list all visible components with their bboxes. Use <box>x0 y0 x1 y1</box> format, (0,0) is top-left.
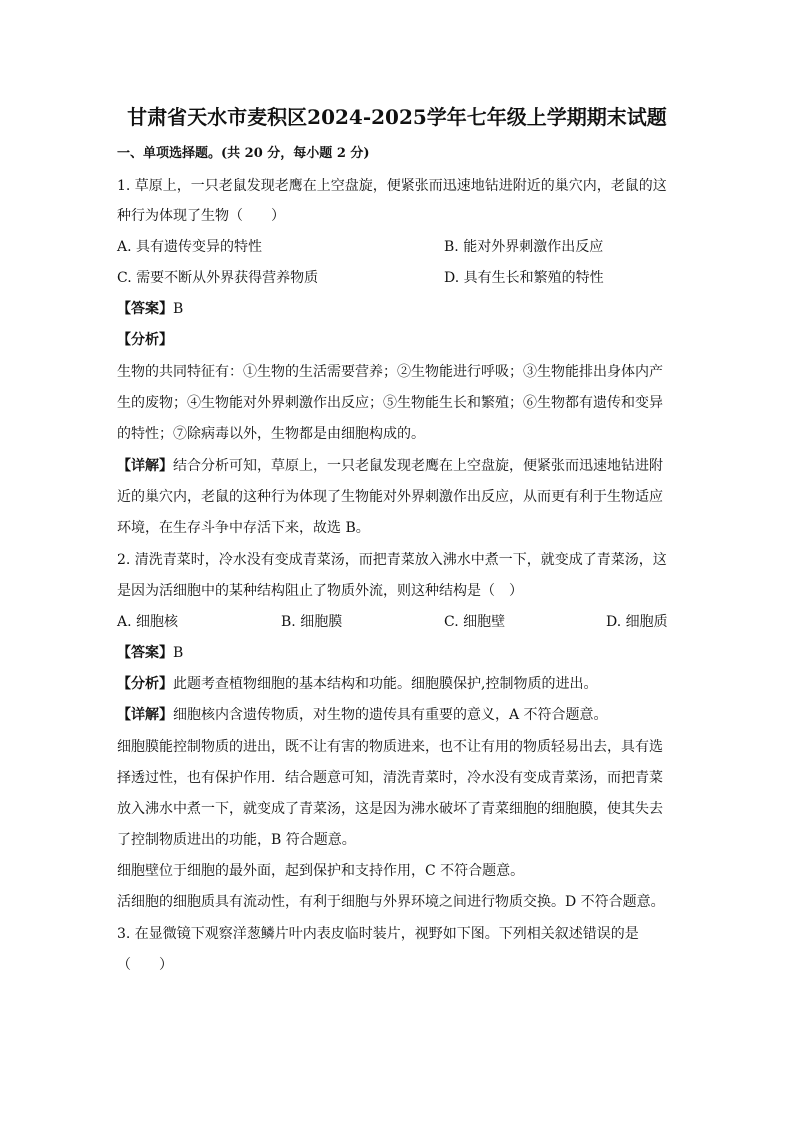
q1-analysis-tag: 【分析】 <box>117 332 173 348</box>
q1-detail-line-3: 环境，在生存斗争中存活下来，故选 B。 <box>117 520 370 536</box>
q2-analysis <box>117 674 677 694</box>
q2-stem-line-2: 是因为活细胞中的某种结构阻止了物质外流，则这种结构是（ ） <box>117 583 523 599</box>
q1-option-d: D. 具有生长和繁殖的特性 <box>444 270 604 286</box>
q1-option-a: A. 具有遗传变异的特性 <box>117 239 263 255</box>
q2-detail-line-2: 细胞膜能控制物质的进出，既不让有害的物质进来，也不让有用的物质轻易出去，具有选 <box>117 739 663 755</box>
q2-detail-line-5: 了控制物质进出的功能，B 符合题意。 <box>117 832 356 848</box>
q3-stem-line-1: 3. 在显微镜下观察洋葱鳞片叶内表皮临时装片，视野如下图。下列相关叙述错误的是 <box>117 926 639 942</box>
q1-stem-line-2: 种行为体现了生物（ ） <box>117 208 285 224</box>
q2-option-b: B. 细胞膜 <box>281 614 343 630</box>
q2-detail-line-7: 活细胞的细胞质具有流动性，有利于细胞与外界环境之间进行物质交换。D 不符合题意。 <box>117 894 665 910</box>
q2-answer-tag: 【答案】 <box>117 645 173 661</box>
q1-analysis-line-3: 的特性；⑦除病毒以外，生物都是由细胞构成的。 <box>117 426 425 442</box>
q2-option-d: D. 细胞质 <box>606 614 668 630</box>
q1-answer <box>117 299 677 319</box>
section-heading: 一、单项选择题。(共 20 分，每小题 2 分) <box>117 146 370 161</box>
q1-stem-line-1: 1. 草原上，一只老鼠发现老鹰在上空盘旋，便紧张而迅速地钻进附近的巢穴内，老鼠的这 <box>117 178 667 194</box>
q2-detail-text: 细胞核内含遗传物质，对生物的遗传具有重要的意义，A 不符合题意。 <box>173 707 608 723</box>
q3-stem-line-2: （ ） <box>117 957 173 973</box>
q1-analysis-line-1: 生物的共同特征有：①生物的生活需要营养；②生物能进行呼吸；③生物能排出身体内产 <box>117 364 663 380</box>
q1-detail-tag: 【详解】 <box>117 458 173 474</box>
q1-answer-tag: 【答案】 <box>117 301 173 317</box>
q2-option-a: A. 细胞核 <box>117 614 179 630</box>
q1-detail-text: 结合分析可知，草原上，一只老鼠发现老鹰在上空盘旋，便紧张而迅速地钻进附 <box>173 458 663 474</box>
q1-analysis-line-2: 生的废物；④生物能对外界刺激作出反应；⑤生物能生长和繁殖；⑥生物都有遗传和变异 <box>117 395 663 411</box>
q1-option-b: B. 能对外界刺激作出反应 <box>444 239 604 255</box>
q2-detail-tag: 【详解】 <box>117 707 173 723</box>
q2-stem-line-1: 2. 清洗青菜时，冷水没有变成青菜汤，而把青菜放入沸水中煮一下，就变成了青菜汤，这 <box>117 552 667 568</box>
q2-detail-line-3: 择透过性，也有保护作用．结合题意可知，清洗青菜时，冷水没有变成青菜汤，而把青菜 <box>117 770 663 786</box>
q1-detail-line-2: 近的巢穴内，老鼠的这种行为体现了生物能对外界刺激作出反应，从而更有利于生物适应 <box>117 489 663 505</box>
q1-answer-value: B <box>173 301 184 317</box>
q2-analysis-tag: 【分析】 <box>117 676 173 692</box>
q2-option-c: C. 细胞壁 <box>444 614 506 630</box>
q1-option-c: C. 需要不断从外界获得营养物质 <box>117 270 319 286</box>
document-title: 甘肃省天水市麦积区2024-2025学年七年级上学期期末试题 <box>127 105 667 129</box>
q1-detail-line-1 <box>117 456 677 476</box>
q2-detail-line-4: 放入沸水中煮一下，就变成了青菜汤，这是因为沸水破坏了青菜细胞的细胞膜，使其失去 <box>117 801 663 817</box>
q2-answer-value: B <box>173 645 184 661</box>
q2-detail-line-1 <box>117 705 677 725</box>
q2-detail-line-6: 细胞壁位于细胞的最外面，起到保护和支持作用，C 不符合题意。 <box>117 863 525 879</box>
q2-answer <box>117 643 677 663</box>
q2-analysis-text: 此题考查植物细胞的基本结构和功能。细胞膜保护,控制物质的进出。 <box>173 676 598 692</box>
